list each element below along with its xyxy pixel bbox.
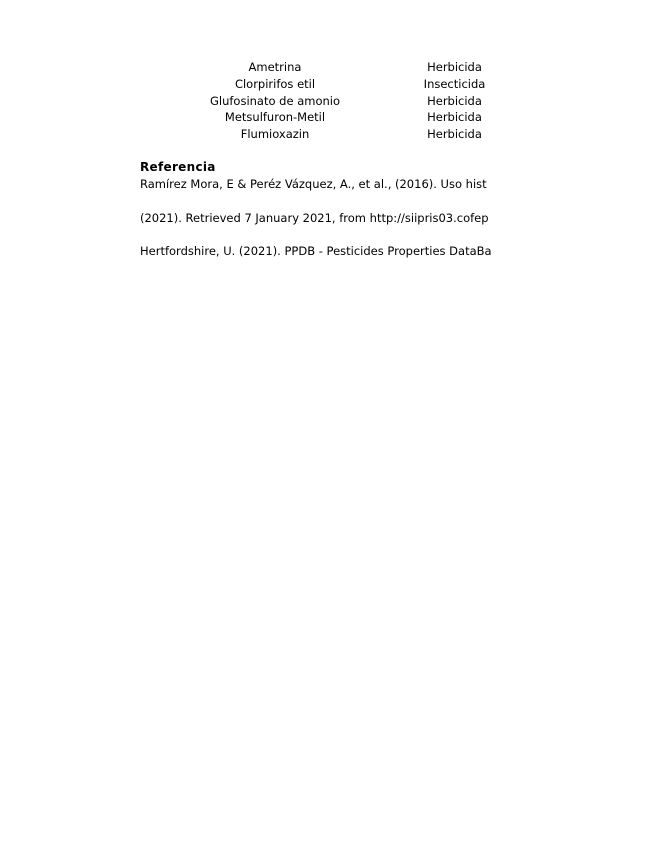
paragraph-gap: [140, 226, 499, 243]
table-row: [140, 109, 499, 126]
pesticide-name: Metsulfuron-Metil: [224, 110, 326, 125]
table-row: [140, 93, 499, 110]
paragraph-gap: [140, 193, 499, 210]
references-heading: Referencia: [140, 160, 216, 174]
pesticide-type: Herbicida: [427, 60, 482, 74]
pesticide-name: Ametrina: [248, 60, 302, 74]
table-row: [140, 59, 499, 76]
pesticide-type: Insecticida: [423, 76, 486, 91]
pesticide-name: Glufosinato de amonio: [209, 93, 341, 108]
pesticide-type: Herbicida: [427, 93, 482, 108]
pesticide-type: Herbicida: [427, 127, 482, 142]
table-row: [140, 126, 499, 143]
reference-entry: Hertfordshire, U. (2021). PPDB - Pesticides Properties DataBa: [140, 244, 492, 259]
pesticide-table: [140, 59, 499, 143]
reference-entry: Ramírez Mora, E & Peréz Vázquez, A., et al., (2016). Uso hist: [140, 177, 487, 191]
references-section: [140, 159, 499, 260]
table-row: [140, 76, 499, 93]
pesticide-type: Herbicida: [427, 110, 482, 125]
reference-entry: (2021). Retrieved 7 January 2021, from http://siipris03.cofep: [140, 210, 489, 225]
pesticide-name: Clorpirifos etil: [234, 76, 316, 91]
pesticide-name: Flumioxazin: [240, 127, 310, 142]
